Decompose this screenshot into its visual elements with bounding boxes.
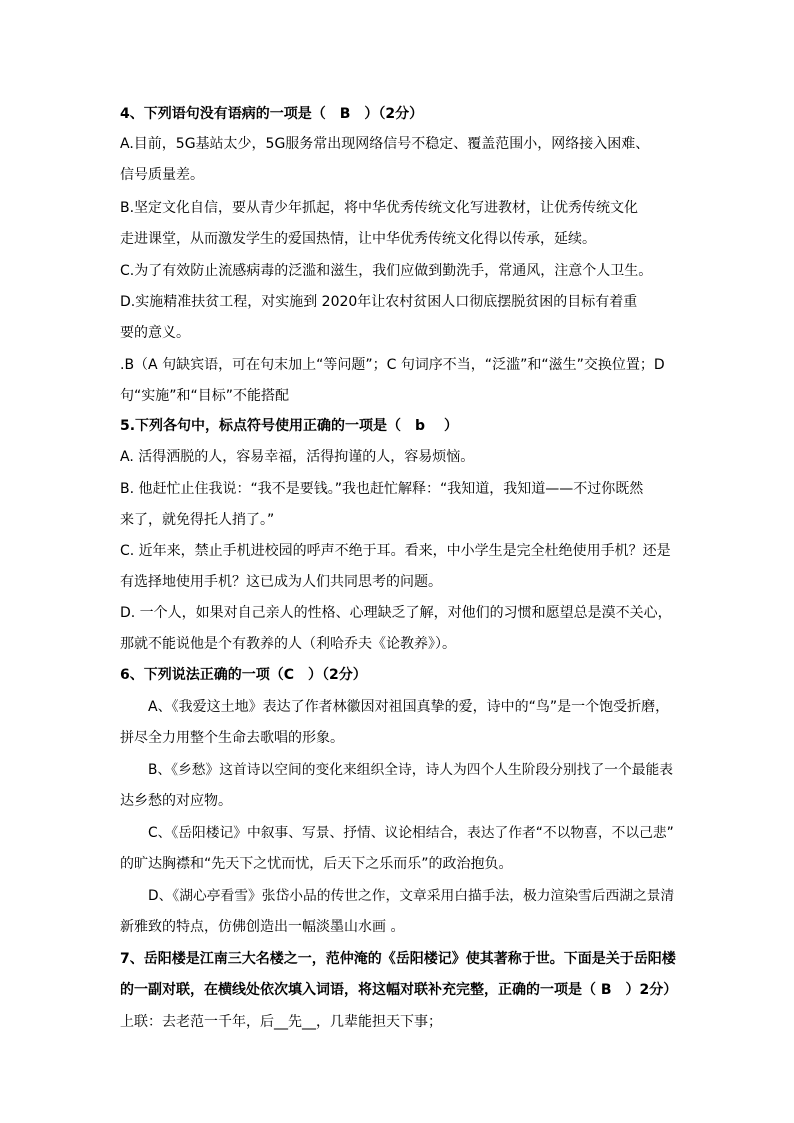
q6-title: 6、下列说法正确的一项（C ）（2分） — [120, 667, 367, 683]
q6-option-b-line1: B、《乡愁》这首诗以空间的变化来组织全诗，诗人为四个人生阶段分别找了一个最能表 — [148, 762, 674, 778]
q5-option-d-line1: D. 一个人，如果对自己亲人的性格、心理缺乏了解，对他们的习惯和愿望总是漠不关心， — [120, 605, 672, 621]
q4-title: 4、下列语句没有语病的一项是（ B ）（2分） — [120, 106, 424, 122]
q4-option-b-line2: 走进课堂，从而激发学生的爱国热情，让中华优秀传统文化得以传承，延续。 — [120, 231, 596, 247]
q6-option-a-line2: 拼尽全力用整个生命去歌唱的形象。 — [120, 730, 344, 746]
q4-option-c: C.为了有效防止流感病毒的泛滥和滋生，我们应做到勤洗手，常通风，注意个人卫生。 — [120, 263, 653, 279]
q5-option-c-line2: 有选择地使用手机？这已成为人们共同思考的问题。 — [120, 574, 442, 590]
q4-explanation-line1: .B（A 句缺宾语，可在句末加上“等问题”；C 句词序不当，“泛滥”和“滋生”交换位置；D — [120, 357, 665, 373]
q5-option-b-line2: 来了，就免得托人捎了。” — [120, 512, 275, 528]
q4-option-d-line2: 要的意义。 — [120, 325, 190, 341]
q4-option-a-line2: 信号质量差。 — [120, 167, 204, 183]
q5-option-d-line2: 那就不能说他是个有教养的人（利哈乔夫《论教养》）。 — [120, 636, 456, 652]
q4-option-a-line1: A.目前，5G基站太少，5G服务常出现网络信号不稳定、覆盖范围小，网络接入困难、 — [120, 136, 650, 152]
q6-option-a-line1: A、《我爱这土地》表达了作者林徽因对祖国真挚的爱，诗中的“鸟”是一个饱受折磨， — [148, 699, 670, 715]
q4-explanation-line2: 句“实施”和“目标”不能搭配 — [120, 388, 290, 404]
q7-couplet-first-line: 上联：去老范一千年，后__先__，几辈能担天下事； — [120, 1014, 442, 1030]
q6-option-b-line2: 达乡愁的对应物。 — [120, 793, 232, 809]
q6-option-c-line2: 的旷达胸襟和“先天下之忧而忧，后天下之乐而乐”的政治抱负。 — [120, 856, 513, 872]
q6-option-d-line2: 新雅致的特点，仿佛创造出一幅淡墨山水画 。 — [120, 919, 405, 935]
q4-option-b-line1: B.坚定文化自信，要从青少年抓起，将中华优秀传统文化写进教材，让优秀传统文化 — [120, 200, 639, 216]
q5-title: 5.下列各句中，标点符号使用正确的一项是（ b ） — [120, 418, 458, 434]
q6-option-c-line1: C、《岳阳楼记》中叙事、写景、抒情、议论相结合，表达了作者“不以物喜，不以己悲” — [148, 825, 674, 841]
q6-option-d-line1: D、《湖心亭看雪》张岱小品的传世之作，文章采用白描手法，极力渲染雪后西湖之景清 — [148, 888, 675, 904]
q7-title-line2: 的一副对联，在横线处依次填入词语，将这幅对联补充完整，正确的一项是（ B ）2分） — [120, 982, 678, 998]
q5-option-c-line1: C. 近年来，禁止手机进校园的呼声不绝于耳。看来，中小学生是完全杜绝使用手机？还是 — [120, 543, 671, 559]
q5-option-a: A. 活得洒脱的人，容易幸福，活得拘谨的人，容易烦恼。 — [120, 449, 475, 465]
q5-option-b-line1: B. 他赶忙止住我说：“我不是要钱。”我也赶忙解释：“我知道，我知道——不过你既然 — [120, 481, 644, 497]
q4-option-d-line1: D.实施精准扶贫工程，对实施到 2020年让农村贫困人口彻底摆脱贫困的目标有着重 — [120, 294, 638, 310]
q7-title-line1: 7、岳阳楼是江南三大名楼之一，范仲淹的《岳阳楼记》使其著称于世。下面是关于岳阳楼 — [120, 951, 676, 967]
